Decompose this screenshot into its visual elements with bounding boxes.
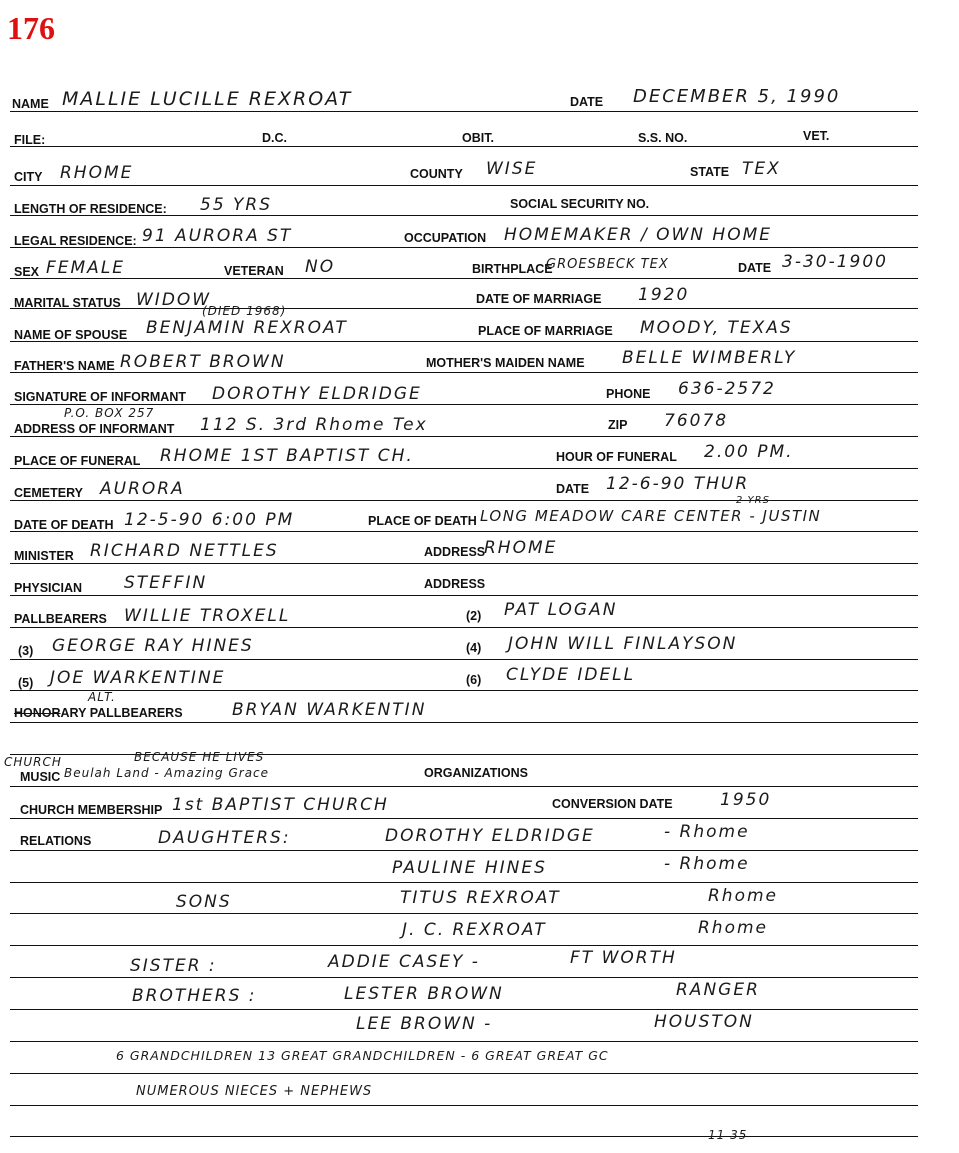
relation-name: PAULINE HINES bbox=[392, 858, 547, 878]
form-line bbox=[10, 882, 918, 883]
pallbearer-1: WILLIE TROXELL bbox=[124, 606, 291, 626]
dc-label: D.C. bbox=[262, 131, 287, 145]
conversion-date-value: 1950 bbox=[720, 790, 772, 810]
organizations-label: ORGANIZATIONS bbox=[424, 766, 528, 780]
relation-name: LESTER BROWN bbox=[344, 984, 504, 1004]
father-label: FATHER'S NAME bbox=[14, 359, 115, 373]
county-value: WISE bbox=[486, 159, 538, 179]
city-value: RHOME bbox=[60, 163, 134, 183]
death-date-label: DATE OF DEATH bbox=[14, 518, 114, 532]
form-line bbox=[10, 690, 918, 691]
informant-signature-label: SIGNATURE OF INFORMANT bbox=[14, 390, 186, 404]
pallbearer-5-label: (5) bbox=[18, 676, 34, 690]
music-label: MUSIC bbox=[20, 770, 61, 784]
date-label: DATE bbox=[570, 95, 604, 109]
cemetery-date-label: DATE bbox=[556, 482, 590, 496]
church-membership-value: 1st BAPTIST CHURCH bbox=[172, 795, 389, 815]
state-value: TEX bbox=[742, 159, 781, 179]
obit-label: OBIT. bbox=[462, 131, 494, 145]
form-line bbox=[10, 185, 918, 186]
relation-place: Rhome bbox=[708, 886, 779, 906]
footer-mark: 11 35 bbox=[708, 1128, 748, 1142]
birth-date-label: DATE bbox=[738, 261, 772, 275]
file-label: FILE: bbox=[14, 133, 46, 147]
legal-residence-value: 91 AURORA ST bbox=[142, 226, 293, 246]
form-line bbox=[10, 595, 918, 596]
form-line bbox=[10, 1041, 918, 1042]
father-value: ROBERT BROWN bbox=[120, 352, 286, 372]
record-date: DECEMBER 5, 1990 bbox=[633, 86, 841, 107]
form-line bbox=[10, 850, 918, 851]
minister-label: MINISTER bbox=[14, 549, 74, 563]
cemetery-date-value: 12-6-90 THUR bbox=[606, 474, 750, 494]
marriage-date-value: 1920 bbox=[638, 285, 690, 305]
form-line bbox=[10, 977, 918, 978]
form-line bbox=[10, 341, 918, 342]
funeral-hour-value: 2.00 PM. bbox=[704, 442, 794, 462]
nieces-nephews-note: NUMEROUS NIECES + NEPHEWS bbox=[136, 1084, 373, 1099]
honorary-pallbearers-value: BRYAN WARKENTIN bbox=[232, 700, 427, 720]
physician-label: PHYSICIAN bbox=[14, 581, 83, 595]
cemetery-label: CEMETERY bbox=[14, 486, 83, 500]
marriage-place-value: MOODY, TEXAS bbox=[640, 318, 793, 338]
form-line bbox=[10, 786, 918, 787]
death-date-value: 12-5-90 6:00 PM bbox=[124, 510, 295, 530]
page-number: 176 bbox=[7, 10, 55, 46]
relation-name: DOROTHY ELDRIDGE bbox=[385, 826, 595, 846]
form-line bbox=[10, 404, 918, 405]
form-line bbox=[10, 500, 918, 501]
form-line bbox=[10, 372, 918, 373]
pallbearer-4-label: (4) bbox=[466, 641, 482, 655]
relation-name: TITUS REXROAT bbox=[400, 888, 561, 908]
spouse-label: NAME OF SPOUSE bbox=[14, 328, 128, 342]
relation-place: - Rhome bbox=[664, 822, 750, 842]
honorary-pallbearers-label bbox=[14, 706, 183, 720]
minister-value: RICHARD NETTLES bbox=[90, 541, 279, 561]
relation-place: HOUSTON bbox=[654, 1012, 754, 1032]
occupation-value: HOMEMAKER / OWN HOME bbox=[504, 225, 772, 245]
vet-label: VET. bbox=[803, 129, 830, 143]
residence-length-value: 55 YRS bbox=[200, 195, 273, 215]
form-line bbox=[10, 1105, 918, 1106]
pallbearer-4: JOHN WILL FINLAYSON bbox=[508, 634, 738, 654]
form-line bbox=[10, 818, 918, 819]
church-membership-label: CHURCH MEMBERSHIP bbox=[20, 803, 163, 817]
pallbearer-3: GEORGE RAY HINES bbox=[52, 636, 254, 656]
marital-status-value: WIDOW bbox=[136, 290, 212, 310]
form-line bbox=[10, 247, 918, 248]
pallbearer-3-label: (3) bbox=[18, 644, 34, 658]
pallbearer-6-label: (6) bbox=[466, 673, 482, 687]
occupation-label: OCCUPATION bbox=[404, 231, 487, 245]
funeral-hour-label: HOUR OF FUNERAL bbox=[556, 450, 677, 464]
form-line bbox=[10, 468, 918, 469]
form-line bbox=[10, 1136, 918, 1137]
marital-note: (DIED 1968) bbox=[202, 304, 287, 318]
form-line bbox=[10, 722, 918, 723]
pallbearer-2-label: (2) bbox=[466, 609, 482, 623]
minister-address-label: ADDRESS bbox=[424, 545, 486, 559]
social-security-label: SOCIAL SECURITY NO. bbox=[510, 197, 650, 211]
phone-value: 636-2572 bbox=[678, 379, 776, 399]
phone-label: PHONE bbox=[606, 387, 651, 401]
sex-label: SEX bbox=[14, 265, 40, 279]
funeral-place-label: PLACE OF FUNERAL bbox=[14, 454, 141, 468]
informant-pobox: P.O. BOX 257 bbox=[64, 406, 155, 420]
relation-group: DAUGHTERS: bbox=[158, 828, 291, 848]
form-line bbox=[10, 278, 918, 279]
mother-label: MOTHER'S MAIDEN NAME bbox=[426, 356, 585, 370]
honorary-struck: HONOR bbox=[14, 706, 61, 720]
form-line bbox=[10, 531, 918, 532]
relation-group: SISTER : bbox=[130, 956, 217, 976]
marriage-date-label: DATE OF MARRIAGE bbox=[476, 292, 602, 306]
veteran-value: NO bbox=[305, 257, 336, 277]
relation-place: RANGER bbox=[676, 980, 760, 1000]
informant-address-value: 112 S. 3rd Rhome Tex bbox=[200, 415, 428, 435]
music-value: Beulah Land - Amazing Grace bbox=[64, 766, 270, 780]
pallbearers-label: PALLBEARERS bbox=[14, 612, 107, 626]
form-line bbox=[10, 1073, 918, 1074]
form-line bbox=[10, 436, 918, 437]
informant-address-label: ADDRESS OF INFORMANT bbox=[14, 422, 175, 436]
marital-status-label: MARITAL STATUS bbox=[14, 296, 121, 310]
relation-name: J. C. REXROAT bbox=[402, 920, 547, 940]
pallbearer-2: PAT LOGAN bbox=[504, 600, 618, 620]
form-line bbox=[10, 146, 918, 147]
zip-value: 76078 bbox=[664, 411, 729, 431]
name-label: NAME bbox=[12, 97, 49, 111]
cemetery-value: AURORA bbox=[100, 479, 185, 499]
relation-place: Rhome bbox=[698, 918, 769, 938]
grandchildren-note: 6 GRANDCHILDREN 13 GREAT GRANDCHILDREN - 6 GREAT GREAT GC bbox=[116, 1048, 609, 1063]
form-line bbox=[10, 913, 918, 914]
ss-label: S.S. NO. bbox=[638, 131, 688, 145]
death-place-value: LONG MEADOW CARE CENTER - JUSTIN bbox=[480, 507, 822, 525]
alt-note: ALT. bbox=[88, 690, 116, 704]
conversion-date-label: CONVERSION DATE bbox=[552, 797, 673, 811]
birthplace-label: BIRTHPLACE bbox=[472, 262, 553, 276]
state-label: STATE bbox=[690, 165, 730, 179]
birthplace-value: GROESBECK TEX bbox=[546, 257, 669, 272]
spouse-value: BENJAMIN REXROAT bbox=[146, 318, 348, 338]
form-line bbox=[10, 111, 918, 112]
form-line bbox=[10, 659, 918, 660]
physician-address-label: ADDRESS bbox=[424, 577, 486, 591]
pallbearer-5: JOE WARKENTINE bbox=[50, 668, 226, 688]
relation-place: FT WORTH bbox=[570, 948, 677, 968]
mother-value: BELLE WIMBERLY bbox=[622, 348, 797, 368]
death-place-note: 2 YRS bbox=[736, 495, 770, 506]
informant-value: DOROTHY ELDRIDGE bbox=[212, 384, 422, 404]
music-church-note: CHURCH bbox=[4, 755, 62, 769]
physician-value: STEFFIN bbox=[124, 573, 208, 593]
zip-label: ZIP bbox=[608, 418, 628, 432]
music-note: BECAUSE HE LIVES bbox=[134, 750, 265, 764]
relations-label: RELATIONS bbox=[20, 834, 92, 848]
relation-name: LEE BROWN - bbox=[356, 1014, 493, 1034]
form-line bbox=[10, 627, 918, 628]
death-place-label: PLACE OF DEATH bbox=[368, 514, 477, 528]
legal-residence-label: LEGAL RESIDENCE: bbox=[14, 234, 137, 248]
form-line bbox=[10, 1009, 918, 1010]
funeral-place-value: RHOME 1ST BAPTIST CH. bbox=[160, 446, 414, 466]
residence-length-label: LENGTH OF RESIDENCE: bbox=[14, 202, 167, 216]
sex-value: FEMALE bbox=[46, 258, 126, 278]
relation-group: SONS bbox=[176, 892, 232, 912]
marriage-place-label: PLACE OF MARRIAGE bbox=[478, 324, 613, 338]
county-label: COUNTY bbox=[410, 167, 463, 181]
birth-date-value: 3-30-1900 bbox=[782, 252, 888, 272]
relation-group: BROTHERS : bbox=[132, 986, 257, 1006]
deceased-name: MALLIE LUCILLE REXROAT bbox=[62, 88, 353, 110]
honorary-rest: ARY PALLBEARERS bbox=[60, 706, 183, 720]
pallbearer-6: CLYDE IDELL bbox=[506, 665, 636, 685]
city-label: CITY bbox=[14, 170, 43, 184]
form-line bbox=[10, 563, 918, 564]
form-line bbox=[10, 945, 918, 946]
minister-address-value: RHOME bbox=[484, 538, 558, 558]
relation-place: - Rhome bbox=[664, 854, 750, 874]
veteran-label: VETERAN bbox=[224, 264, 284, 278]
relation-name: ADDIE CASEY - bbox=[328, 952, 480, 972]
